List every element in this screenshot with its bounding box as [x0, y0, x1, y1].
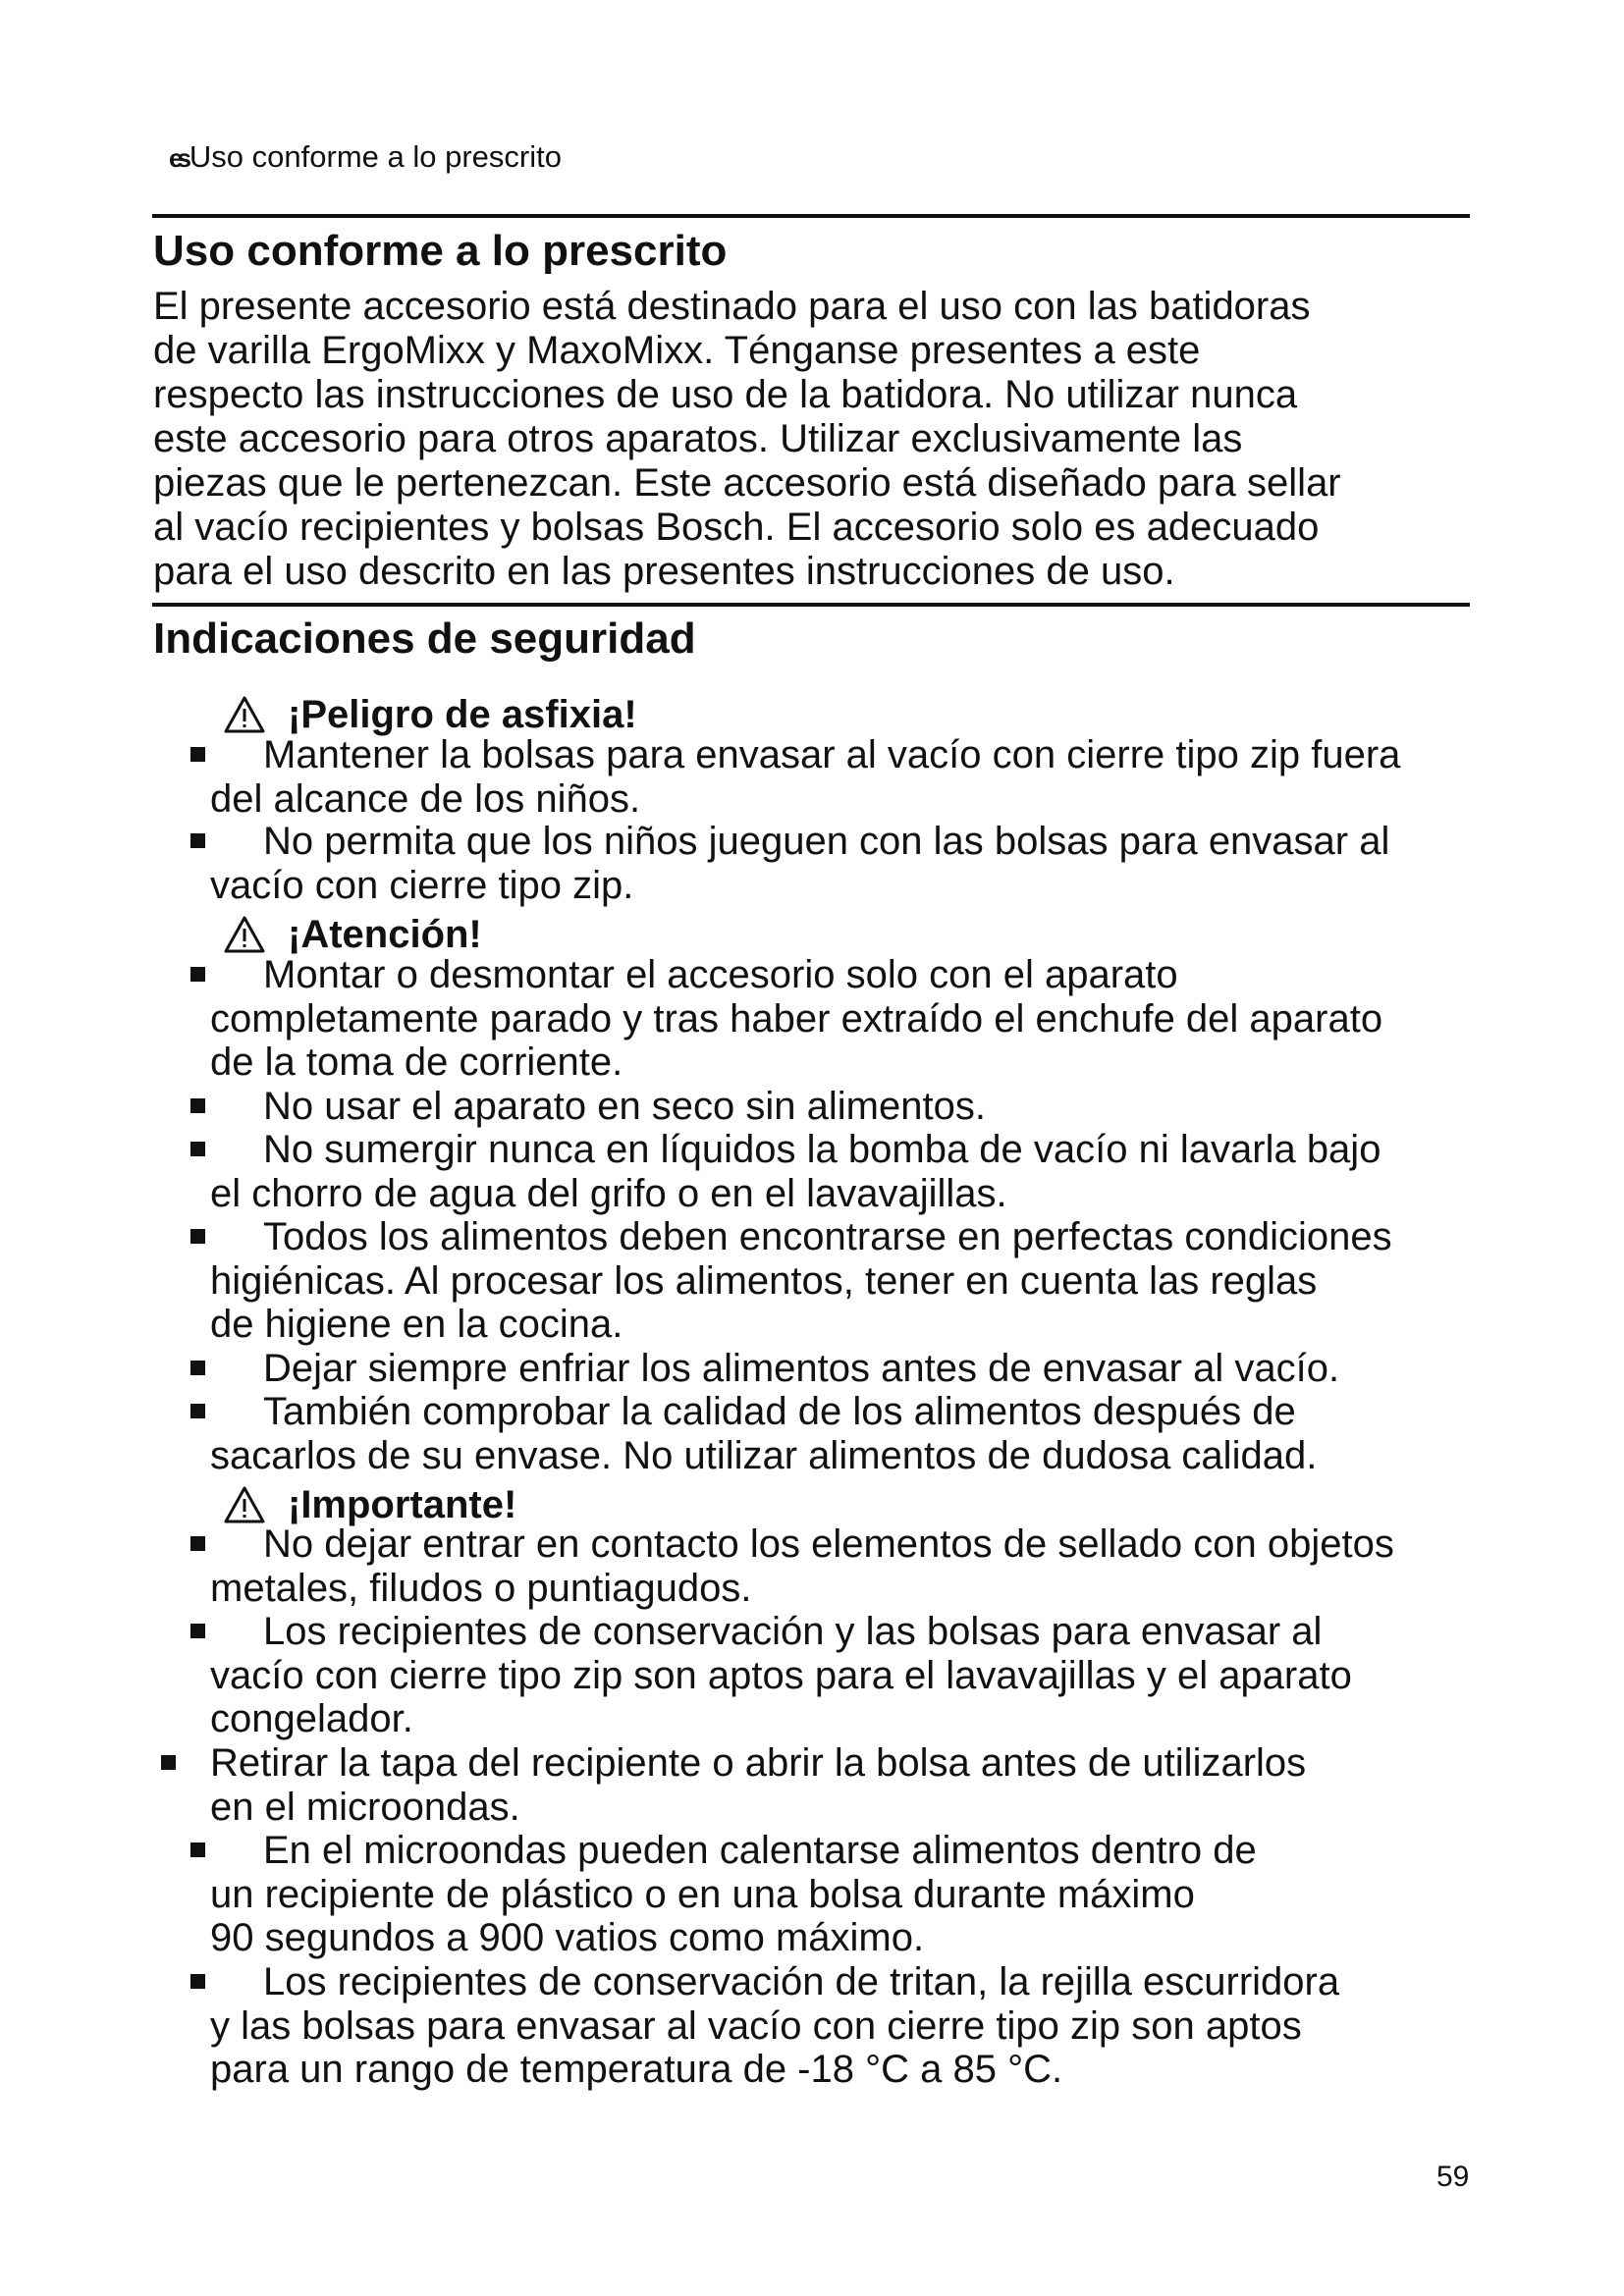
- list-item-line: para un rango de temperatura de -18 °C a 85 °C.: [210, 2048, 1063, 2091]
- list-item-line: metales, filudos o puntiagudos.: [210, 1566, 752, 1610]
- bullet-square-icon: [190, 1404, 205, 1418]
- list-item-line: vacío con cierre tipo zip son aptos para el lavavajillas y el aparato: [210, 1653, 1352, 1697]
- list-item-line: 90 segundos a 900 vatios como máximo.: [210, 1916, 925, 1959]
- list-item-line: de higiene en la cocina.: [210, 1303, 623, 1346]
- list-item: [210, 1215, 1604, 1347]
- section-title-intended-use: Uso conforme a lo prescrito: [153, 227, 728, 275]
- bullet-square-icon: [190, 1624, 205, 1638]
- paragraph-line: para el uso descrito en las presentes instrucciones de uso.: [153, 550, 1175, 593]
- list-item: [210, 1085, 1604, 1129]
- list-item: [210, 1741, 1604, 1829]
- warning-label: ¡Peligro de asfixia!: [288, 693, 637, 736]
- section-title-safety: Indicaciones de seguridad: [153, 614, 696, 663]
- list-item-line: No sumergir nunca en líquidos la bomba de vacío ni lavarla bajo: [263, 1128, 1381, 1171]
- bullet-square-icon: [190, 1974, 205, 1989]
- bullet-square-icon: [190, 1142, 205, 1156]
- warning-triangle-icon: [223, 1485, 266, 1524]
- list-item-line: higiénicas. Al procesar los alimentos, tener en cuenta las reglas: [210, 1258, 1318, 1303]
- list-item-line: Retirar la tapa del recipiente o abrir la bolsa antes de utilizarlos: [210, 1741, 1307, 1785]
- list-item-line: congelador.: [210, 1697, 413, 1740]
- warning-triangle-icon: [223, 695, 266, 734]
- language-mark: es: [169, 143, 186, 173]
- list-item-line: Todos los alimentos deben encontrarse en perfectas condiciones: [263, 1215, 1392, 1258]
- list-item: [210, 1829, 1604, 1960]
- list-item-line: de la toma de corriente.: [210, 1041, 623, 1084]
- warning-suffocation: [223, 692, 637, 737]
- list-item-line: Los recipientes de conservación y las bolsas para envasar al: [263, 1610, 1323, 1653]
- list-item: [210, 953, 1604, 1085]
- bullet-square-icon: [190, 1536, 205, 1551]
- intended-use-paragraph: [153, 285, 1528, 594]
- list-item-line: Mantener la bolsas para envasar al vacío con cierre tipo zip fuera: [263, 733, 1401, 776]
- section-divider-top: [152, 214, 1470, 218]
- list-item-line: No permita que los niños jueguen con las bolsas para envasar al: [263, 820, 1390, 863]
- paragraph-line: respecto las instrucciones de uso de la batidora. No utilizar nunca: [153, 373, 1298, 416]
- list-item-line: En el microondas pueden calentarse alimentos dentro de: [263, 1829, 1257, 1872]
- paragraph-line: al vacío recipientes y bolsas Bosch. El accesorio solo es adecuado: [153, 506, 1320, 549]
- bullet-square-icon: [190, 1098, 205, 1113]
- list-item-line: vacío con cierre tipo zip.: [210, 863, 634, 907]
- list-item-line: y las bolsas para envasar al vacío con cierre tipo zip son aptos: [210, 2003, 1302, 2048]
- page-number: 59: [1436, 2161, 1470, 2193]
- bullet-square-icon: [190, 747, 205, 762]
- running-title: Uso conforme a lo prescrito: [189, 139, 562, 174]
- list-item: [210, 820, 1604, 907]
- section-divider-safety: [152, 603, 1470, 607]
- list-item: [210, 733, 1604, 821]
- paragraph-line: piezas que le pertenezcan. Este accesorio está diseñado para sellar: [153, 461, 1341, 505]
- list-item-line: No dejar entrar en contacto los elementos de sellado con objetos: [263, 1522, 1394, 1566]
- list-item: [210, 1347, 1604, 1391]
- bullet-square-icon: [190, 1229, 205, 1244]
- warning-attention: [223, 912, 482, 957]
- list-item-line: sacarlos de su envase. No utilizar alimentos de dudosa calidad.: [210, 1433, 1318, 1477]
- list-item-line: del alcance de los niños.: [210, 776, 641, 821]
- warning-triangle-icon: [223, 915, 266, 954]
- list-item-line: No usar el aparato en seco sin alimentos.: [263, 1085, 986, 1128]
- warning-label: ¡Importante!: [288, 1483, 517, 1526]
- list-item-line: Los recipientes de conservación de tritan, la rejilla escurridora: [263, 1960, 1340, 2003]
- list-item-line: También comprobar la calidad de los alimentos después de: [263, 1390, 1296, 1433]
- bullet-square-icon: [161, 1755, 176, 1770]
- list-item: [210, 1128, 1604, 1215]
- list-item-line: Dejar siempre enfriar los alimentos antes de envasar al vacío.: [263, 1347, 1340, 1390]
- bullet-square-icon: [190, 1361, 205, 1375]
- bullet-square-icon: [190, 1842, 205, 1857]
- list-item: [210, 1522, 1604, 1610]
- list-item-line: un recipiente de plástico o en una bolsa durante máximo: [210, 1872, 1195, 1916]
- warning-label: ¡Atención!: [288, 913, 482, 956]
- list-item-line: en el microondas.: [210, 1785, 520, 1829]
- warning-important: [223, 1482, 516, 1527]
- paragraph-line: El presente accesorio está destinado para el uso con las batidoras: [153, 285, 1311, 328]
- list-item: [210, 1610, 1604, 1741]
- running-header: [169, 139, 562, 176]
- list-item: [210, 1390, 1604, 1477]
- paragraph-line: de varilla ErgoMixx y MaxoMixx. Ténganse presentes a este: [153, 329, 1201, 372]
- bullet-square-icon: [190, 833, 205, 848]
- paragraph-line: este accesorio para otros aparatos. Utilizar exclusivamente las: [153, 417, 1243, 460]
- list-item: [210, 1960, 1604, 2092]
- list-item-line: completamente parado y tras haber extraído el enchufe del aparato: [210, 996, 1383, 1041]
- list-item-line: Montar o desmontar el accesorio solo con el aparato: [263, 953, 1178, 996]
- list-item-line: el chorro de agua del grifo o en el lavavajillas.: [210, 1171, 1007, 1215]
- bullet-square-icon: [190, 967, 205, 982]
